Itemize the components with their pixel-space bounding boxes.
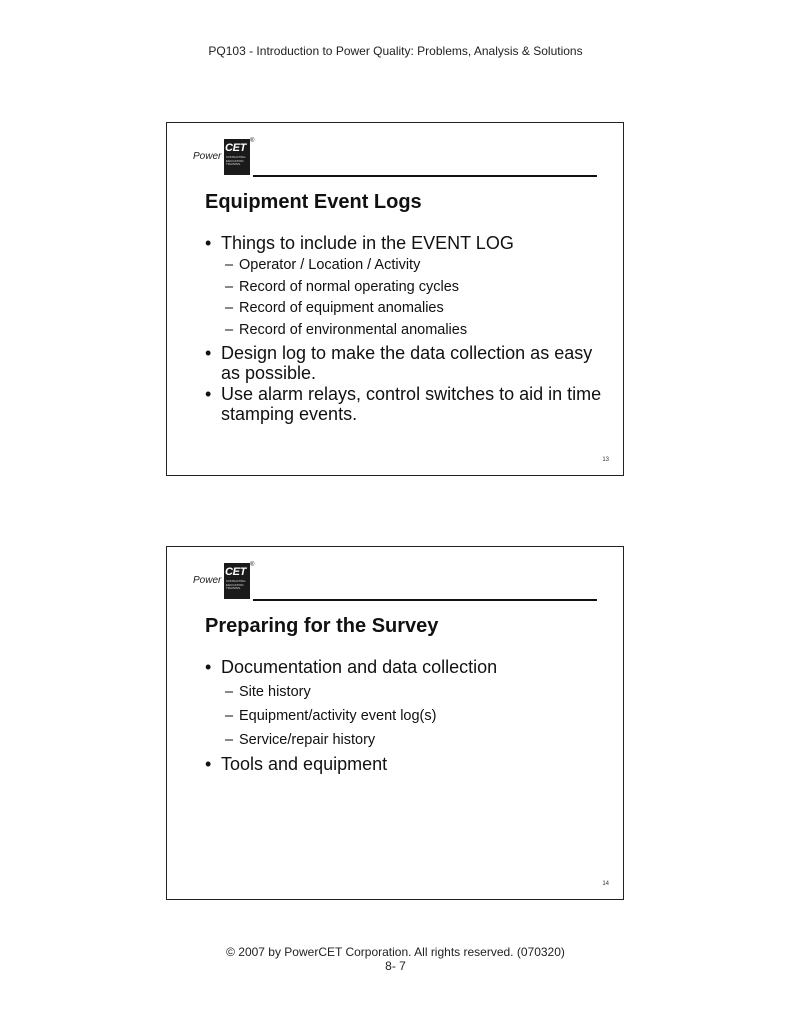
bullet-item: • Use alarm relays, control switches to aid in time stamping events. <box>205 384 605 424</box>
title-rule <box>253 175 597 177</box>
footer-copyright: © 2007 by PowerCET Corporation. All rights reserved. (070320) <box>226 945 565 959</box>
logo-block <box>224 139 250 175</box>
logo-power-text: Power <box>193 151 222 162</box>
powercet-logo <box>193 137 263 175</box>
title-rule <box>253 599 597 601</box>
slide-14 <box>166 546 624 900</box>
logo-cet-text: CET <box>225 566 247 578</box>
page-footer <box>0 945 791 973</box>
bullet-item: • Documentation and data collection <box>205 657 605 677</box>
logo-registered-mark: ® <box>250 138 255 144</box>
slide-title: Preparing for the Survey <box>205 615 439 637</box>
sub-item: – Record of normal operating cycles <box>205 277 605 299</box>
sub-item: – Record of equipment anomalies <box>205 298 605 320</box>
logo-block <box>224 563 250 599</box>
sub-list <box>205 680 605 752</box>
bullet-item: • Things to include in the EVENT LOG <box>205 233 605 253</box>
logo-power-text: Power <box>193 575 222 586</box>
page-header: PQ103 - Introduction to Power Quality: Problems, Analysis & Solutions <box>208 44 583 58</box>
bullet-item: • Design log to make the data collection as easy as possible. <box>205 343 605 383</box>
logo-subtext: CONSULTING EDUCATION TRAINING <box>226 579 246 591</box>
slide-number: 14 <box>602 881 609 887</box>
sub-item: – Service/repair history <box>205 728 605 752</box>
slide-title: Equipment Event Logs <box>205 191 422 213</box>
sub-item: – Site history <box>205 680 605 704</box>
slide-content <box>205 657 605 774</box>
slide-13 <box>166 122 624 476</box>
sub-item: – Record of environmental anomalies <box>205 320 605 342</box>
logo-subtext: CONSULTING EDUCATION TRAINING <box>226 155 246 167</box>
bullet-item: • Tools and equipment <box>205 754 605 774</box>
slide-number: 13 <box>602 457 609 463</box>
powercet-logo <box>193 561 263 599</box>
logo-registered-mark: ® <box>250 562 255 568</box>
sub-list <box>205 255 605 341</box>
sub-item: – Equipment/activity event log(s) <box>205 704 605 728</box>
sub-item: – Operator / Location / Activity <box>205 255 605 277</box>
footer-page-number: 8- 7 <box>385 959 406 973</box>
logo-cet-text: CET <box>225 142 247 154</box>
slide-content <box>205 233 605 424</box>
